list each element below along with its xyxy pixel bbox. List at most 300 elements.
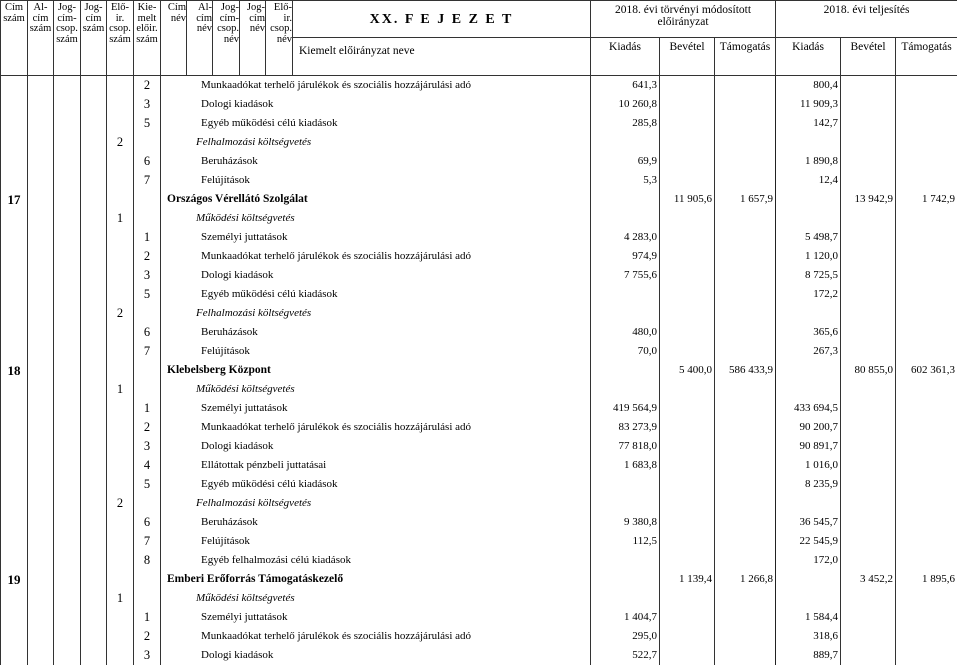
- value-cell: [660, 646, 715, 665]
- col-header-line: cím: [28, 14, 53, 25]
- table-row: [1, 437, 957, 456]
- value-cell: [660, 551, 715, 570]
- value-cell: [660, 627, 715, 646]
- col-header-line: szám: [107, 35, 133, 46]
- value-cell: [660, 589, 715, 608]
- budget-group-name: Felhalmozási költségvetés: [161, 497, 311, 509]
- value-cell: 285,8: [591, 114, 660, 133]
- value-cell: [896, 285, 957, 304]
- value-cell: 318,6: [776, 627, 841, 646]
- code-cell: [81, 361, 107, 380]
- table-row: [1, 570, 957, 589]
- value-cell: [660, 133, 715, 152]
- code-cell: [107, 342, 134, 361]
- value-cell: [841, 133, 896, 152]
- item-name-cell: [161, 646, 591, 665]
- code-cell: [107, 456, 134, 475]
- value-cell: [660, 437, 715, 456]
- code-cell: [54, 76, 81, 96]
- appropriation-name: Felújítások: [161, 174, 250, 186]
- value-cell: 172,0: [776, 551, 841, 570]
- col-header-bevetel-1: Bevétel: [660, 38, 715, 76]
- code-cell: [107, 247, 134, 266]
- code-cell: [54, 627, 81, 646]
- code-cell: [81, 475, 107, 494]
- item-name-cell: [161, 228, 591, 247]
- value-cell: 641,3: [591, 76, 660, 96]
- code-cell: 18: [1, 361, 28, 380]
- table-row: [1, 133, 957, 152]
- col-header-line: Cím: [161, 3, 186, 14]
- code-cell: [1, 608, 28, 627]
- value-cell: [715, 418, 776, 437]
- value-cell: [896, 608, 957, 627]
- code-cell: [28, 627, 54, 646]
- code-cell: [134, 304, 161, 323]
- value-cell: [591, 361, 660, 380]
- col-header-3: [81, 1, 107, 76]
- item-name-cell: [161, 494, 591, 513]
- value-cell: [715, 133, 776, 152]
- code-cell: [28, 342, 54, 361]
- value-cell: [776, 209, 841, 228]
- value-cell: 267,3: [776, 342, 841, 361]
- col-header-line: ir.: [266, 14, 292, 25]
- code-cell: [1, 551, 28, 570]
- value-cell: [896, 456, 957, 475]
- value-cell: [841, 608, 896, 627]
- item-name-cell: [161, 95, 591, 114]
- code-cell: [28, 589, 54, 608]
- code-cell: 2: [134, 76, 161, 96]
- value-cell: 8 235,9: [776, 475, 841, 494]
- value-cell: [896, 380, 957, 399]
- code-cell: [1, 437, 28, 456]
- value-cell: [715, 76, 776, 96]
- code-cell: [1, 76, 28, 96]
- code-cell: [28, 570, 54, 589]
- value-cell: [841, 646, 896, 665]
- item-name-cell: [161, 418, 591, 437]
- value-cell: [715, 323, 776, 342]
- table-row: [1, 513, 957, 532]
- value-cell: 10 260,8: [591, 95, 660, 114]
- value-cell: [776, 570, 841, 589]
- appropriation-name: Beruházások: [161, 516, 258, 528]
- code-cell: [28, 304, 54, 323]
- appropriation-name: Dologi kiadások: [161, 440, 273, 452]
- code-cell: [1, 209, 28, 228]
- value-cell: [660, 342, 715, 361]
- value-cell: [841, 228, 896, 247]
- budget-group-name: Felhalmozási költségvetés: [161, 307, 311, 319]
- code-cell: [81, 418, 107, 437]
- value-cell: [841, 532, 896, 551]
- value-cell: [841, 95, 896, 114]
- col-header-line: cím: [187, 14, 212, 25]
- value-cell: [660, 380, 715, 399]
- value-cell: 13 942,9: [841, 190, 896, 209]
- institution-name: Emberi Erőforrás Támogatáskezelő: [161, 573, 343, 585]
- code-cell: [54, 266, 81, 285]
- code-cell: [28, 532, 54, 551]
- code-cell: [28, 361, 54, 380]
- value-cell: [715, 114, 776, 133]
- code-cell: [28, 608, 54, 627]
- value-cell: [841, 152, 896, 171]
- appropriation-name: Munkaadókat terhelő járulékok és szociális hozzájárulási adó: [161, 250, 471, 262]
- table-row: [1, 456, 957, 475]
- item-name-cell: [161, 380, 591, 399]
- code-cell: [1, 513, 28, 532]
- code-cell: [81, 646, 107, 665]
- code-cell: 5: [134, 285, 161, 304]
- value-cell: [841, 551, 896, 570]
- code-cell: [54, 247, 81, 266]
- code-cell: [1, 133, 28, 152]
- code-cell: [54, 209, 81, 228]
- code-cell: [134, 380, 161, 399]
- code-cell: [28, 418, 54, 437]
- appropriation-name: Felújítások: [161, 345, 250, 357]
- value-cell: 365,6: [776, 323, 841, 342]
- value-cell: 602 361,3: [896, 361, 957, 380]
- value-cell: 3 452,2: [841, 570, 896, 589]
- appropriation-name: Személyi juttatások: [161, 402, 287, 414]
- value-cell: [896, 437, 957, 456]
- value-cell: [896, 133, 957, 152]
- budget-group-name: Működési költségvetés: [161, 383, 295, 395]
- item-name-cell: [161, 133, 591, 152]
- code-cell: [1, 152, 28, 171]
- value-cell: [591, 133, 660, 152]
- value-cell: [660, 76, 715, 96]
- code-cell: [81, 152, 107, 171]
- value-cell: [591, 209, 660, 228]
- name-column-header: Kiemelt előirányzat neve: [293, 38, 591, 76]
- col-header-10: [266, 1, 293, 76]
- code-cell: 1: [107, 380, 134, 399]
- table-row: [1, 589, 957, 608]
- col-header-line: Jog-: [213, 3, 239, 14]
- table-row: [1, 285, 957, 304]
- item-name-cell: [161, 627, 591, 646]
- value-cell: 480,0: [591, 323, 660, 342]
- code-cell: 2: [134, 247, 161, 266]
- value-cell: 1 657,9: [715, 190, 776, 209]
- col-header-line: csop.: [107, 24, 133, 35]
- code-cell: [134, 190, 161, 209]
- col-header-line: előir.: [134, 24, 160, 35]
- value-cell: [896, 399, 957, 418]
- value-cell: [841, 399, 896, 418]
- code-cell: [28, 475, 54, 494]
- col-header-7: [187, 1, 213, 76]
- institution-name: Klebelsberg Központ: [161, 364, 271, 376]
- code-cell: [1, 323, 28, 342]
- value-cell: [715, 589, 776, 608]
- institution-name: Országos Vérellátó Szolgálat: [161, 193, 308, 205]
- table-row: [1, 247, 957, 266]
- code-cell: [54, 589, 81, 608]
- code-cell: 6: [134, 152, 161, 171]
- value-cell: [896, 494, 957, 513]
- value-cell: [660, 418, 715, 437]
- code-cell: [54, 456, 81, 475]
- value-cell: [660, 95, 715, 114]
- code-cell: 1: [134, 228, 161, 247]
- value-cell: [715, 266, 776, 285]
- code-cell: [1, 304, 28, 323]
- value-cell: [896, 475, 957, 494]
- col-header-line: név: [213, 35, 239, 46]
- code-cell: [28, 380, 54, 399]
- code-cell: [28, 266, 54, 285]
- value-cell: [715, 627, 776, 646]
- code-cell: 8: [134, 551, 161, 570]
- table-row: [1, 266, 957, 285]
- value-cell: 5,3: [591, 171, 660, 190]
- code-cell: [81, 551, 107, 570]
- code-cell: [28, 209, 54, 228]
- code-cell: [107, 323, 134, 342]
- value-cell: 419 564,9: [591, 399, 660, 418]
- value-cell: [660, 475, 715, 494]
- value-cell: 90 200,7: [776, 418, 841, 437]
- code-cell: 7: [134, 342, 161, 361]
- code-cell: [81, 266, 107, 285]
- code-cell: [107, 114, 134, 133]
- value-cell: [591, 475, 660, 494]
- item-name-cell: [161, 114, 591, 133]
- appropriation-name: Egyéb felhalmozási célú kiadások: [161, 554, 351, 566]
- col-header-line: név: [266, 35, 292, 46]
- table-row: [1, 627, 957, 646]
- value-cell: 142,7: [776, 114, 841, 133]
- code-cell: [28, 285, 54, 304]
- code-cell: [81, 190, 107, 209]
- value-cell: [715, 532, 776, 551]
- code-cell: [1, 627, 28, 646]
- value-cell: [776, 380, 841, 399]
- code-cell: [134, 133, 161, 152]
- item-name-cell: [161, 437, 591, 456]
- value-cell: 1 404,7: [591, 608, 660, 627]
- col-header-bevetel-2: Bevétel: [841, 38, 896, 76]
- value-cell: [715, 304, 776, 323]
- code-cell: 3: [134, 437, 161, 456]
- value-cell: 1 139,4: [660, 570, 715, 589]
- code-cell: [54, 418, 81, 437]
- value-cell: [896, 532, 957, 551]
- code-cell: [54, 285, 81, 304]
- code-cell: [1, 456, 28, 475]
- value-cell: 1 584,4: [776, 608, 841, 627]
- code-cell: [107, 399, 134, 418]
- value-cell: [715, 475, 776, 494]
- code-cell: [28, 494, 54, 513]
- code-cell: [28, 551, 54, 570]
- value-cell: [715, 342, 776, 361]
- code-cell: [28, 437, 54, 456]
- code-cell: [107, 361, 134, 380]
- code-cell: [81, 608, 107, 627]
- table-row: [1, 342, 957, 361]
- code-cell: 4: [134, 456, 161, 475]
- value-cell: [660, 323, 715, 342]
- budget-group-name: Felhalmozási költségvetés: [161, 136, 311, 148]
- code-cell: 6: [134, 323, 161, 342]
- table-row: [1, 323, 957, 342]
- code-cell: [81, 95, 107, 114]
- value-cell: 69,9: [591, 152, 660, 171]
- value-cell: [715, 228, 776, 247]
- budget-group-name: Működési költségvetés: [161, 212, 295, 224]
- value-cell: [715, 456, 776, 475]
- code-cell: [107, 266, 134, 285]
- code-cell: [107, 513, 134, 532]
- value-cell: 77 818,0: [591, 437, 660, 456]
- code-cell: [28, 114, 54, 133]
- value-cell: [660, 285, 715, 304]
- table-row: [1, 551, 957, 570]
- col-header-line: Cím: [1, 3, 27, 14]
- value-cell: [896, 114, 957, 133]
- table-header: [1, 1, 957, 76]
- value-cell: [715, 247, 776, 266]
- table-row: [1, 304, 957, 323]
- value-cell: [896, 266, 957, 285]
- item-name-cell: [161, 589, 591, 608]
- code-cell: 2: [107, 494, 134, 513]
- code-cell: [54, 114, 81, 133]
- value-cell: [715, 513, 776, 532]
- value-cell: [660, 399, 715, 418]
- code-cell: [81, 171, 107, 190]
- value-cell: [660, 152, 715, 171]
- col-header-2: [54, 1, 81, 76]
- code-cell: 6: [134, 513, 161, 532]
- item-name-cell: [161, 266, 591, 285]
- table-row: [1, 475, 957, 494]
- value-cell: 90 891,7: [776, 437, 841, 456]
- code-cell: [28, 76, 54, 96]
- code-cell: [1, 532, 28, 551]
- value-cell: [896, 152, 957, 171]
- table-row: [1, 76, 957, 96]
- code-cell: [54, 152, 81, 171]
- code-cell: [1, 589, 28, 608]
- code-cell: 5: [134, 114, 161, 133]
- code-cell: [81, 114, 107, 133]
- item-name-cell: [161, 399, 591, 418]
- col-header-line: cím: [240, 14, 265, 25]
- col-header-line: szám: [1, 14, 27, 25]
- value-cell: 11 905,6: [660, 190, 715, 209]
- code-cell: [107, 627, 134, 646]
- code-cell: [1, 399, 28, 418]
- value-cell: [591, 494, 660, 513]
- value-cell: 83 273,9: [591, 418, 660, 437]
- col-header-6: [161, 1, 187, 76]
- value-cell: [660, 608, 715, 627]
- item-name-cell: [161, 76, 591, 96]
- value-cell: [660, 171, 715, 190]
- value-cell: 1 266,8: [715, 570, 776, 589]
- appropriation-name: Munkaadókat terhelő járulékok és szociális hozzájárulási adó: [161, 79, 471, 91]
- col-header-line: Al-: [187, 3, 212, 14]
- value-cell: [896, 247, 957, 266]
- value-cell: 433 694,5: [776, 399, 841, 418]
- col-header-4: [107, 1, 134, 76]
- code-cell: [81, 456, 107, 475]
- col-header-line: cím-: [54, 14, 80, 25]
- code-cell: 3: [134, 95, 161, 114]
- table-row: [1, 646, 957, 665]
- table-row: [1, 418, 957, 437]
- code-cell: [28, 133, 54, 152]
- code-cell: [134, 494, 161, 513]
- code-cell: [54, 342, 81, 361]
- code-cell: 2: [134, 627, 161, 646]
- item-name-cell: [161, 513, 591, 532]
- code-cell: [28, 95, 54, 114]
- col-header-0: [1, 1, 28, 76]
- code-cell: [28, 646, 54, 665]
- code-cell: [81, 209, 107, 228]
- appropriation-name: Ellátottak pénzbeli juttatásai: [161, 459, 326, 471]
- code-cell: [1, 247, 28, 266]
- value-cell: [660, 247, 715, 266]
- value-cell: 22 545,9: [776, 532, 841, 551]
- value-cell: [841, 513, 896, 532]
- value-cell: 36 545,7: [776, 513, 841, 532]
- table-row: [1, 494, 957, 513]
- code-cell: [54, 171, 81, 190]
- col-header-line: csop.: [54, 24, 80, 35]
- table-row: [1, 380, 957, 399]
- appropriation-name: Egyéb működési célú kiadások: [161, 478, 338, 490]
- item-name-cell: [161, 285, 591, 304]
- value-cell: 1 895,6: [896, 570, 957, 589]
- code-cell: [1, 475, 28, 494]
- code-cell: 5: [134, 475, 161, 494]
- value-cell: [776, 133, 841, 152]
- code-cell: [54, 475, 81, 494]
- code-cell: [54, 361, 81, 380]
- col-header-line: csop.: [266, 24, 292, 35]
- code-cell: [81, 285, 107, 304]
- col-header-kiadas-1: Kiadás: [591, 38, 660, 76]
- item-name-cell: [161, 171, 591, 190]
- code-cell: [54, 228, 81, 247]
- appropriation-name: Dologi kiadások: [161, 269, 273, 281]
- code-cell: 7: [134, 532, 161, 551]
- value-cell: 586 433,9: [715, 361, 776, 380]
- code-cell: 7: [134, 171, 161, 190]
- item-name-cell: [161, 247, 591, 266]
- value-cell: [896, 228, 957, 247]
- value-cell: [715, 209, 776, 228]
- item-name-cell: [161, 608, 591, 627]
- code-cell: [54, 646, 81, 665]
- item-name-cell: [161, 209, 591, 228]
- col-header-line: ir.: [107, 14, 133, 25]
- item-name-cell: [161, 323, 591, 342]
- value-cell: 112,5: [591, 532, 660, 551]
- budget-group-name: Működési költségvetés: [161, 592, 295, 604]
- table-body: [1, 76, 957, 665]
